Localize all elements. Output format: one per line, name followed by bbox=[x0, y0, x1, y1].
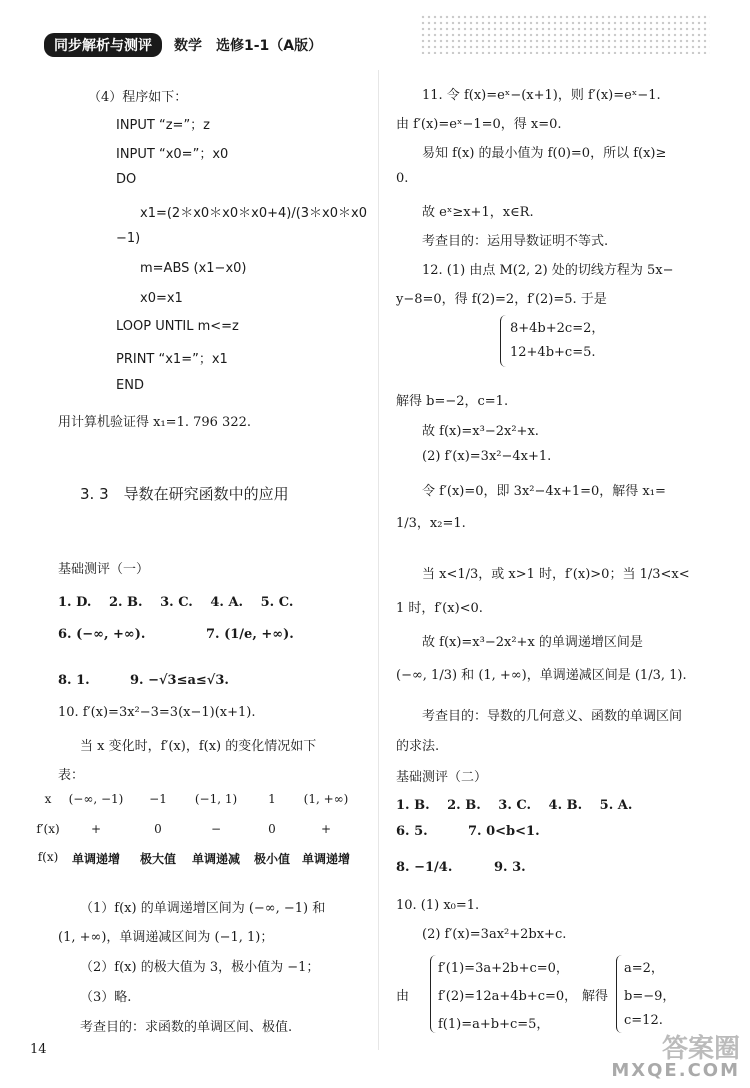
code-line: PRINT “x1=”；x1 bbox=[116, 352, 228, 367]
answer-line: 11. 令 f(x)=eˣ−(x+1)，则 f′(x)=eˣ−1. bbox=[422, 88, 661, 103]
program-intro: （4）程序如下： bbox=[88, 90, 188, 105]
text-line: 0. bbox=[396, 171, 409, 186]
objective-line: 考查目的：导数的几何意义、函数的单调区间 bbox=[422, 709, 683, 724]
text-line: 当 x 变化时，f′(x)，f(x) 的变化情况如下 bbox=[80, 739, 317, 754]
table-cell: 单调递增 bbox=[71, 852, 120, 866]
text-line: 1/3，x₂=1. bbox=[396, 516, 466, 531]
solution-line: c=12. bbox=[624, 1013, 663, 1028]
table-cell: 极大值 bbox=[139, 852, 176, 866]
text-line: (2) f′(x)=3x²−4x+1. bbox=[422, 449, 552, 464]
header bbox=[44, 34, 322, 56]
watermark-logo bbox=[611, 1036, 740, 1080]
table-cell: f(x) bbox=[37, 850, 59, 864]
table-cell: 0 bbox=[268, 822, 276, 836]
code-line: −1) bbox=[116, 231, 141, 246]
answer-line: 7. (1/e, +∞). bbox=[206, 627, 294, 642]
table-cell: (1, +∞) bbox=[303, 792, 349, 806]
table-cell: + bbox=[90, 822, 102, 836]
answer-line: 9. 3. bbox=[494, 860, 526, 875]
text-line: (2) f′(x)=3ax²+2bx+c. bbox=[422, 927, 567, 942]
answer-line: 8. 1. bbox=[58, 673, 90, 688]
code-line: LOOP UNTIL m<=z bbox=[116, 319, 239, 334]
table-cell: + bbox=[320, 822, 332, 836]
answer-line: 10. (1) x₀=1. bbox=[396, 898, 480, 913]
table-row bbox=[36, 822, 358, 842]
equation-line: f(1)=a+b+c=5， bbox=[438, 1017, 550, 1032]
text-line: （2）f(x) 的极大值为 3，极小值为 −1； bbox=[80, 960, 320, 975]
equation-line: f′(1)=3a+2b+c=0， bbox=[438, 961, 569, 976]
equation-line: 12+4b+c=5. bbox=[510, 345, 596, 360]
code-line: m=ABS (x1−x0) bbox=[140, 261, 247, 276]
answer-line: 6. 5. bbox=[396, 824, 428, 839]
table-cell: x bbox=[44, 792, 52, 806]
section-heading: 3. 3 导数在研究函数中的应用 bbox=[80, 485, 289, 503]
table-cell: f′(x) bbox=[36, 822, 60, 836]
test-heading: 基础测评（一） bbox=[58, 562, 150, 577]
subject-label: 数学 bbox=[174, 38, 202, 54]
text-line: (−∞, 1/3) 和 (1, +∞)，单调递减区间是 (1/3, 1). bbox=[396, 668, 687, 683]
column-divider bbox=[378, 70, 379, 1050]
book-title-badge: 同步解析与测评 bbox=[44, 33, 162, 57]
table-row bbox=[36, 850, 358, 870]
text-line: 令 f′(x)=0，即 3x²−4x+1=0，解得 x₁= bbox=[422, 484, 666, 499]
text-line: 解得 b=−2，c=1. bbox=[396, 394, 509, 409]
text-line: 故 eˣ≥x+1，x∈R. bbox=[422, 205, 534, 220]
table-cell: 单调递减 bbox=[191, 852, 240, 866]
code-line: DO bbox=[116, 172, 137, 187]
table-cell: 极小值 bbox=[253, 852, 290, 866]
text-line: 易知 f(x) 的最小值为 f(0)=0，所以 f(x)≥ bbox=[422, 146, 667, 161]
system-solve-label: 解得 bbox=[582, 989, 609, 1004]
test-heading: 基础测评（二） bbox=[396, 770, 488, 785]
answer-line: 1. B. 2. B. 3. C. 4. B. 5. A. bbox=[396, 798, 633, 813]
decorative-dot-pattern bbox=[420, 14, 710, 54]
text-line: 表： bbox=[58, 768, 85, 783]
code-line: x0=x1 bbox=[140, 291, 183, 306]
page-number: 14 bbox=[30, 1042, 47, 1057]
solution-line: b=−9， bbox=[624, 989, 676, 1004]
table-cell: (−1, 1) bbox=[194, 792, 238, 806]
code-line: INPUT “z=”；z bbox=[116, 118, 210, 133]
equation-brace bbox=[616, 955, 623, 1033]
table-cell: 0 bbox=[154, 822, 162, 836]
text-line: 故 f(x)=x³−2x²+x 的单调递增区间是 bbox=[422, 635, 643, 650]
table-row bbox=[36, 792, 358, 812]
objective-line: 考查目的：运用导数证明不等式. bbox=[422, 234, 609, 249]
equation-brace bbox=[500, 315, 507, 367]
text-line: 故 f(x)=x³−2x²+x. bbox=[422, 424, 539, 439]
table-cell: 单调递增 bbox=[301, 852, 350, 866]
table-cell: −1 bbox=[149, 792, 167, 806]
code-line: END bbox=[116, 378, 144, 393]
course-label: 选修1-1（A版） bbox=[216, 38, 323, 54]
table-cell: 1 bbox=[268, 792, 276, 806]
answer-line: 10. f′(x)=3x²−3=3(x−1)(x+1). bbox=[58, 705, 256, 720]
solution-line: a=2， bbox=[624, 961, 664, 976]
watermark-brand: 答案圈 bbox=[661, 1034, 740, 1064]
text-line: 1 时，f′(x)<0. bbox=[396, 601, 483, 616]
answer-line: 1. D. 2. B. 3. C. 4. A. 5. C. bbox=[58, 595, 294, 610]
table-cell: (−∞, −1) bbox=[68, 792, 124, 806]
table-cell: − bbox=[210, 822, 222, 836]
equation-line: f′(2)=12a+4b+c=0， bbox=[438, 989, 578, 1004]
text-line: (1, +∞)，单调递减区间为 (−1, 1)； bbox=[58, 930, 274, 945]
equation-line: 8+4b+2c=2， bbox=[510, 321, 605, 336]
answer-line: 7. 0<b<1. bbox=[468, 824, 540, 839]
equation-brace bbox=[430, 955, 437, 1033]
answer-line: 8. −1/4. bbox=[396, 860, 453, 875]
answer-line: 12. (1) 由点 M(2, 2) 处的切线方程为 5x− bbox=[422, 263, 674, 278]
answer-line: 6. (−∞, +∞). bbox=[58, 627, 146, 642]
system-lead: 由 bbox=[396, 989, 410, 1004]
answer-line: 9. −√3≤a≤√3. bbox=[130, 673, 229, 688]
objective-line: 的求法. bbox=[396, 739, 440, 754]
text-line: 由 f′(x)=eˣ−1=0，得 x=0. bbox=[396, 117, 562, 132]
code-line: INPUT “x0=”；x0 bbox=[116, 147, 229, 162]
text-line: 当 x<1/3，或 x>1 时，f′(x)>0；当 1/3<x< bbox=[422, 567, 690, 582]
text-line: y−8=0，得 f(2)=2，f′(2)=5. 于是 bbox=[396, 292, 607, 307]
text-line: （1）f(x) 的单调递增区间为 (−∞, −1) 和 bbox=[80, 901, 326, 916]
objective-line: 考查目的：求函数的单调区间、极值. bbox=[80, 1020, 293, 1035]
code-line: x1=(2＊x0＊x0＊x0+4)/(3＊x0＊x0 bbox=[140, 206, 367, 221]
verify-result: 用计算机验证得 x₁=1. 796 322. bbox=[58, 415, 251, 430]
watermark-domain: MXQE.COM bbox=[611, 1060, 740, 1081]
text-line: （3）略. bbox=[80, 990, 132, 1005]
